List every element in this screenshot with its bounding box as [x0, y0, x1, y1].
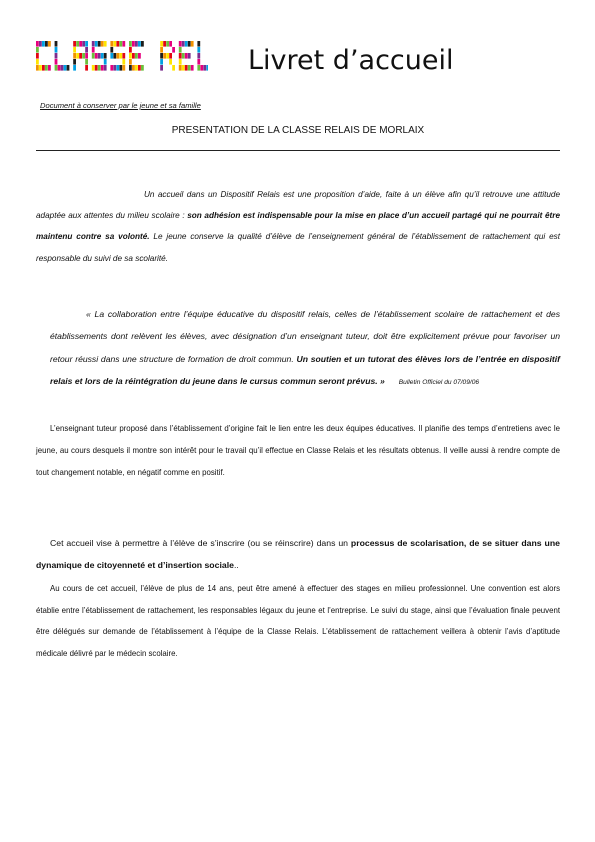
logo-pixel — [61, 65, 64, 71]
logo-pixel — [98, 65, 101, 71]
aim-text-start: Cet accueil vise à permettre à l’élève de s’inscrire (ou se réinscrire) dans un — [50, 538, 351, 548]
logo-pixel — [82, 53, 85, 59]
logo-pixel — [160, 47, 163, 53]
logo-pixel — [110, 41, 113, 47]
logo-pixel — [67, 65, 70, 71]
logo-pixel — [132, 41, 135, 47]
logo-pixel — [95, 53, 98, 59]
logo-pixel — [113, 53, 116, 59]
logo-pixel — [197, 65, 200, 71]
logo-pixel — [85, 65, 88, 71]
official-quote — [50, 303, 560, 395]
logo-pixel — [172, 47, 175, 53]
logo-pixel — [42, 41, 45, 47]
logo-pixel — [36, 47, 39, 53]
logo-pixel — [160, 41, 163, 47]
logo-pixel — [132, 53, 135, 59]
logo-pixel — [55, 41, 58, 47]
logo-pixel — [55, 59, 58, 65]
logo-pixel — [200, 65, 203, 71]
classe-relais-logo-graphic — [36, 39, 208, 73]
logo-pixel — [55, 53, 58, 59]
logo-pixel — [48, 41, 51, 47]
logo-pixel — [110, 65, 113, 71]
logo-pixel — [119, 53, 122, 59]
intro-text-start: Un accueil dans un Dispositif Relais est une proposition d’aide, faite à un élève afin qu’il retrouve une attitude adaptée aux attentes du milieu scolaire : — [36, 190, 560, 221]
logo-pixel — [129, 47, 132, 53]
logo-pixel — [55, 65, 58, 71]
logo-pixel — [172, 65, 175, 71]
logo-pixel — [116, 65, 119, 71]
intro-bold-text: son adhésion est indispensable pour la mise en place d’un accueil partagé qui ne pourrait être maintenu contre sa volonté. — [36, 211, 560, 242]
logo-pixel — [73, 53, 76, 59]
logo-pixel — [92, 47, 95, 53]
logo-pixel — [45, 65, 48, 71]
logo-pixel — [122, 53, 125, 59]
logo-pixel — [73, 41, 76, 47]
logo-pixel — [104, 65, 107, 71]
logo-pixel — [191, 41, 194, 47]
logo-pixel — [85, 53, 88, 59]
logo-pixel — [95, 65, 98, 71]
page-title: Livret d’accueil — [248, 45, 454, 76]
logo-pixel — [179, 59, 182, 65]
logo-pixel — [197, 59, 200, 65]
document-subtitle: Document à conserver par le jeune et sa famille — [40, 101, 201, 110]
logo-pixel — [135, 65, 138, 71]
quote-bold-text: Un soutien et un tutorat des élèves lors de l’entrée en dispositif relais et lors de la réintégration du jeune dans le cursus commun seront prévus. » — [50, 353, 560, 387]
logo-pixel — [45, 41, 48, 47]
logo-pixel — [98, 41, 101, 47]
logo-pixel — [135, 53, 138, 59]
internship-paragraph: Au cours de cet accueil, l’élève de plus de 14 ans, peut être amené à effectuer des stages en milieu professionnel. Une convention est alors établie entre l’établissement de rattachement, les responsables légaux du jeune et l’entreprise. Le suivi du stage, ainsi que l’évaluation finale peuvent être délégués sur demande de l’établissement à l’équipe de la Classe Relais. L’établissement de rattachement veillera à obtenir l’avis d’aptitude médicale délivré par le médecin scolaire. — [36, 584, 560, 658]
quote-text: « La collaboration entre l’équipe éducative du dispositif relais, celles de l’établissement scolaire de rattachement et des établissements dont relèvent les élèves, avec désignation d’un enseignant tuteur, doit être explicitement prévue pour favoriser un retour réussi dans une structure de formation de droit commun. — [50, 309, 560, 364]
logo-pixel — [104, 59, 107, 65]
logo-pixel — [179, 53, 182, 59]
logo-pixel — [36, 53, 39, 59]
logo-pixel — [73, 47, 76, 53]
logo-pixel — [119, 41, 122, 47]
intro-text-end: Le jeune conserve la qualité d’élève de l’enseignement général de l’établissement de rattachement qui est responsable du suivi de sa scolarité. — [36, 232, 560, 263]
logo-pixel — [36, 41, 39, 47]
logo-pixel — [73, 59, 76, 65]
logo-pixel — [85, 47, 88, 53]
logo-pixel — [197, 53, 200, 59]
logo-pixel — [163, 53, 166, 59]
logo-pixel — [206, 65, 208, 71]
logo-pixel — [138, 41, 141, 47]
logo-pixel — [42, 65, 45, 71]
logo-pixel — [76, 41, 79, 47]
tutor-paragraph: L’enseignant tuteur proposé dans l’établissement d’origine fait le lien entre les deux équipes éducatives. Il planifie des temps d’entretiens avec le jeune, au cours desquels il montre son intérêt pour le travail qu’il effectue en Classe Relais et les résultats obtenus. Il veille aussi à rendre compte de tout changement notable, en négatif comme en positif. — [36, 424, 560, 477]
logo-pixel — [122, 41, 125, 47]
logo-pixel — [129, 53, 132, 59]
logo-pixel — [166, 41, 169, 47]
logo-pixel — [160, 59, 163, 65]
section-heading: PRESENTATION DE LA CLASSE RELAIS DE MORLAIX — [171, 125, 425, 136]
logo-pixel — [188, 65, 191, 71]
logo-pixel — [169, 41, 172, 47]
logo-pixel — [141, 41, 144, 47]
logo-pixel — [182, 53, 185, 59]
logo-pixel — [135, 41, 138, 47]
aim-text-end: .. — [233, 559, 239, 570]
logo-pixel — [185, 53, 188, 59]
logo-pixel — [122, 65, 125, 71]
logo-pixel — [82, 41, 85, 47]
logo-pixel — [116, 41, 119, 47]
logo-pixel — [203, 65, 206, 71]
heading-divider — [36, 150, 560, 151]
logo-pixel — [129, 65, 132, 71]
logo-pixel — [48, 65, 51, 71]
logo-pixel — [166, 53, 169, 59]
logo-pixel — [197, 41, 200, 47]
logo-pixel — [185, 41, 188, 47]
logo-pixel — [36, 59, 39, 65]
logo-pixel — [92, 65, 95, 71]
logo-pixel — [179, 65, 182, 71]
logo-pixel — [169, 59, 172, 65]
logo-pixel — [132, 65, 135, 71]
logo-pixel — [110, 47, 113, 53]
logo-pixel — [79, 41, 82, 47]
logo-pixel — [138, 65, 141, 71]
logo-pixel — [92, 53, 95, 59]
logo-pixel — [113, 41, 116, 47]
logo-pixel — [55, 47, 58, 53]
logo-pixel — [185, 65, 188, 71]
logo-pixel — [169, 53, 172, 59]
logo-pixel — [110, 53, 113, 59]
logo-pixel — [141, 65, 144, 71]
logo-pixel — [182, 41, 185, 47]
logo-pixel — [36, 65, 39, 71]
logo-pixel — [85, 41, 88, 47]
logo-pixel — [104, 53, 107, 59]
logo-pixel — [76, 53, 79, 59]
logo-pixel — [191, 65, 194, 71]
logo-pixel — [188, 41, 191, 47]
logo-pixel — [92, 41, 95, 47]
logo-pixel — [79, 53, 82, 59]
logo-pixel — [98, 53, 101, 59]
quote-reference: Bulletin Officiel du 07/09/06 — [398, 379, 480, 387]
logo-pixel — [58, 65, 61, 71]
logo-pixel — [95, 41, 98, 47]
logo-pixel — [160, 65, 163, 71]
logo-pixel — [64, 65, 67, 71]
logo-pixel — [138, 53, 141, 59]
logo-pixel — [101, 53, 104, 59]
logo-pixel — [101, 41, 104, 47]
logo-pixel — [197, 47, 200, 53]
logo-pixel — [129, 41, 132, 47]
logo-pixel — [39, 65, 42, 71]
intro-paragraph — [36, 184, 560, 269]
logo-pixel — [182, 65, 185, 71]
logo-pixel — [116, 53, 119, 59]
logo-pixel — [163, 41, 166, 47]
logo-pixel — [113, 65, 116, 71]
logo-pixel — [129, 59, 132, 65]
logo-pixel — [85, 59, 88, 65]
logo-pixel — [119, 65, 122, 71]
logo-pixel — [160, 53, 163, 59]
logo-pixel — [39, 41, 42, 47]
logo-pixel — [179, 41, 182, 47]
logo-pixel — [188, 53, 191, 59]
logo-pixel — [73, 65, 76, 71]
aim-bold-text: processus de scolarisation, de se situer dans une dynamique de citoyenneté et d’insertion sociale — [36, 538, 560, 570]
logo-pixel — [122, 59, 125, 65]
logo-pixel — [179, 47, 182, 53]
logo-pixel — [101, 65, 104, 71]
logo-pixel — [104, 41, 107, 47]
classe-relais-logo — [36, 39, 208, 73]
aim-paragraph — [36, 533, 560, 576]
